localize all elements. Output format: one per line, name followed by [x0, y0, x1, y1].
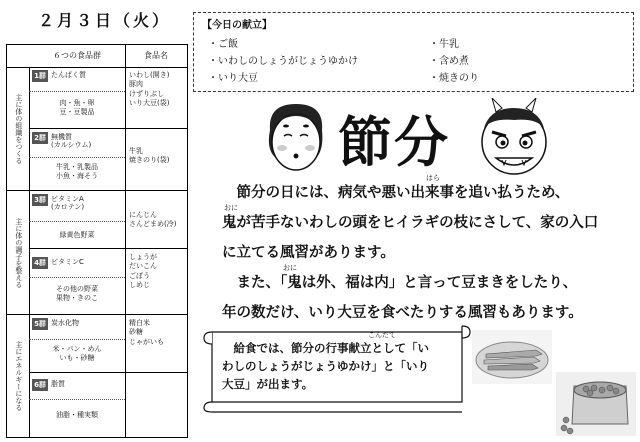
group-menu: いわし(開き) 豚肉 けずりぶし いり大豆(袋): [129, 71, 170, 108]
group-number: 6群: [32, 379, 48, 391]
scroll-line-2: わしのしょうがじょうゆかけ」と「いり: [222, 359, 429, 373]
group-row: [29, 249, 187, 315]
menu-item: ・いわしのしょうがじょうゆかけ: [208, 56, 358, 67]
scroll-line-1: 給食では、節分の行事献立として「い: [222, 341, 429, 355]
group-menu: 精白米 砂糖 じゃがいも: [129, 319, 164, 346]
scroll-line-3: 大豆」が出ます。: [222, 377, 314, 391]
oni-face-illustration: [476, 98, 552, 180]
roasted-soybeans-photo: [556, 372, 636, 436]
group-number: 4群: [32, 257, 48, 269]
group-foods: 米・パン・めん いも・砂糖: [52, 345, 102, 363]
body-line-1: 節分の日には、病気や悪い出来事を追い払うため、: [222, 185, 570, 201]
group-menu: 牛乳 焼きのり(袋): [129, 147, 170, 165]
body-line-5: 年の数だけ、いり大豆を食べたりする風習もあります。: [222, 305, 583, 321]
group-foods: 油脂・種実類: [56, 411, 98, 419]
section-label: 主に体の調子を整える: [14, 217, 23, 288]
group-name: 炭水化物: [51, 319, 79, 327]
group-row: [29, 315, 187, 373]
table-header: [7, 45, 187, 68]
group-number: 1群: [32, 70, 48, 82]
menu-item: ・含め煮: [429, 56, 469, 67]
group-row: [29, 67, 187, 129]
ruby-oni-2: おに: [283, 264, 297, 272]
header-group: ６つの食品群: [53, 51, 101, 60]
header-menu: 食品名: [144, 51, 168, 60]
menu-item: ・牛乳: [429, 39, 459, 50]
section-energy: [7, 315, 187, 437]
group-number: 2群: [32, 132, 48, 144]
menu-item: ・焼きのり: [429, 73, 479, 84]
menu-item: ・ご飯: [208, 39, 238, 50]
section-body-building: [7, 67, 187, 191]
group-foods: 牛乳・乳製品 小魚・海そう: [56, 163, 98, 181]
ruby-oni-1: おに: [224, 204, 238, 212]
group-name: ビタミンA (カロテン): [51, 195, 85, 212]
body-line-4: また、「鬼は外、福は内」と言って豆まきをしたり、: [222, 275, 578, 291]
setsubun-title: 節分: [338, 110, 450, 174]
group-name: 脂質: [51, 380, 65, 388]
section-body-regulating: [7, 191, 187, 315]
group-foods: 緑黄色野菜: [59, 231, 95, 239]
group-name: 無機質 (カルシウム): [51, 133, 92, 150]
group-number: 3群: [32, 194, 48, 206]
group-row: [29, 129, 187, 191]
body-line-3: に立てる風習があります。: [222, 245, 395, 261]
food-group-table: [6, 44, 188, 438]
ruby-hara: はら: [426, 174, 440, 182]
ruby-kondate: こんだて: [368, 331, 396, 339]
section-label: 主に体の組織をつくる: [14, 93, 23, 164]
body-line-2: 鬼が苦手ないわしの頭をヒイラギの枝にさして、家の入口: [222, 215, 599, 231]
group-number: 5群: [32, 318, 48, 330]
group-row: [29, 191, 187, 249]
group-foods: その他の野菜 果物・きのこ: [56, 285, 98, 303]
grilled-sardines-photo: [472, 330, 552, 384]
group-menu: にんじん さんどまめ(冷): [129, 211, 177, 229]
todays-menu-box: [193, 12, 634, 92]
okame-face-illustration: [260, 100, 332, 176]
group-foods: 肉・魚・卵 豆・豆製品: [59, 99, 95, 117]
date-heading: ２月３日（火）: [38, 11, 172, 30]
group-name: たんぱく質: [51, 71, 86, 79]
group-menu: しょうが だいこん ごぼう しめじ: [129, 253, 157, 290]
menu-item: ・いり大豆: [208, 73, 258, 84]
group-name: ビタミンC: [51, 258, 84, 266]
group-row: [29, 373, 187, 437]
menu-title: 【今日の献立】: [202, 20, 272, 31]
section-label: 主にエネルギーになる: [14, 341, 23, 411]
